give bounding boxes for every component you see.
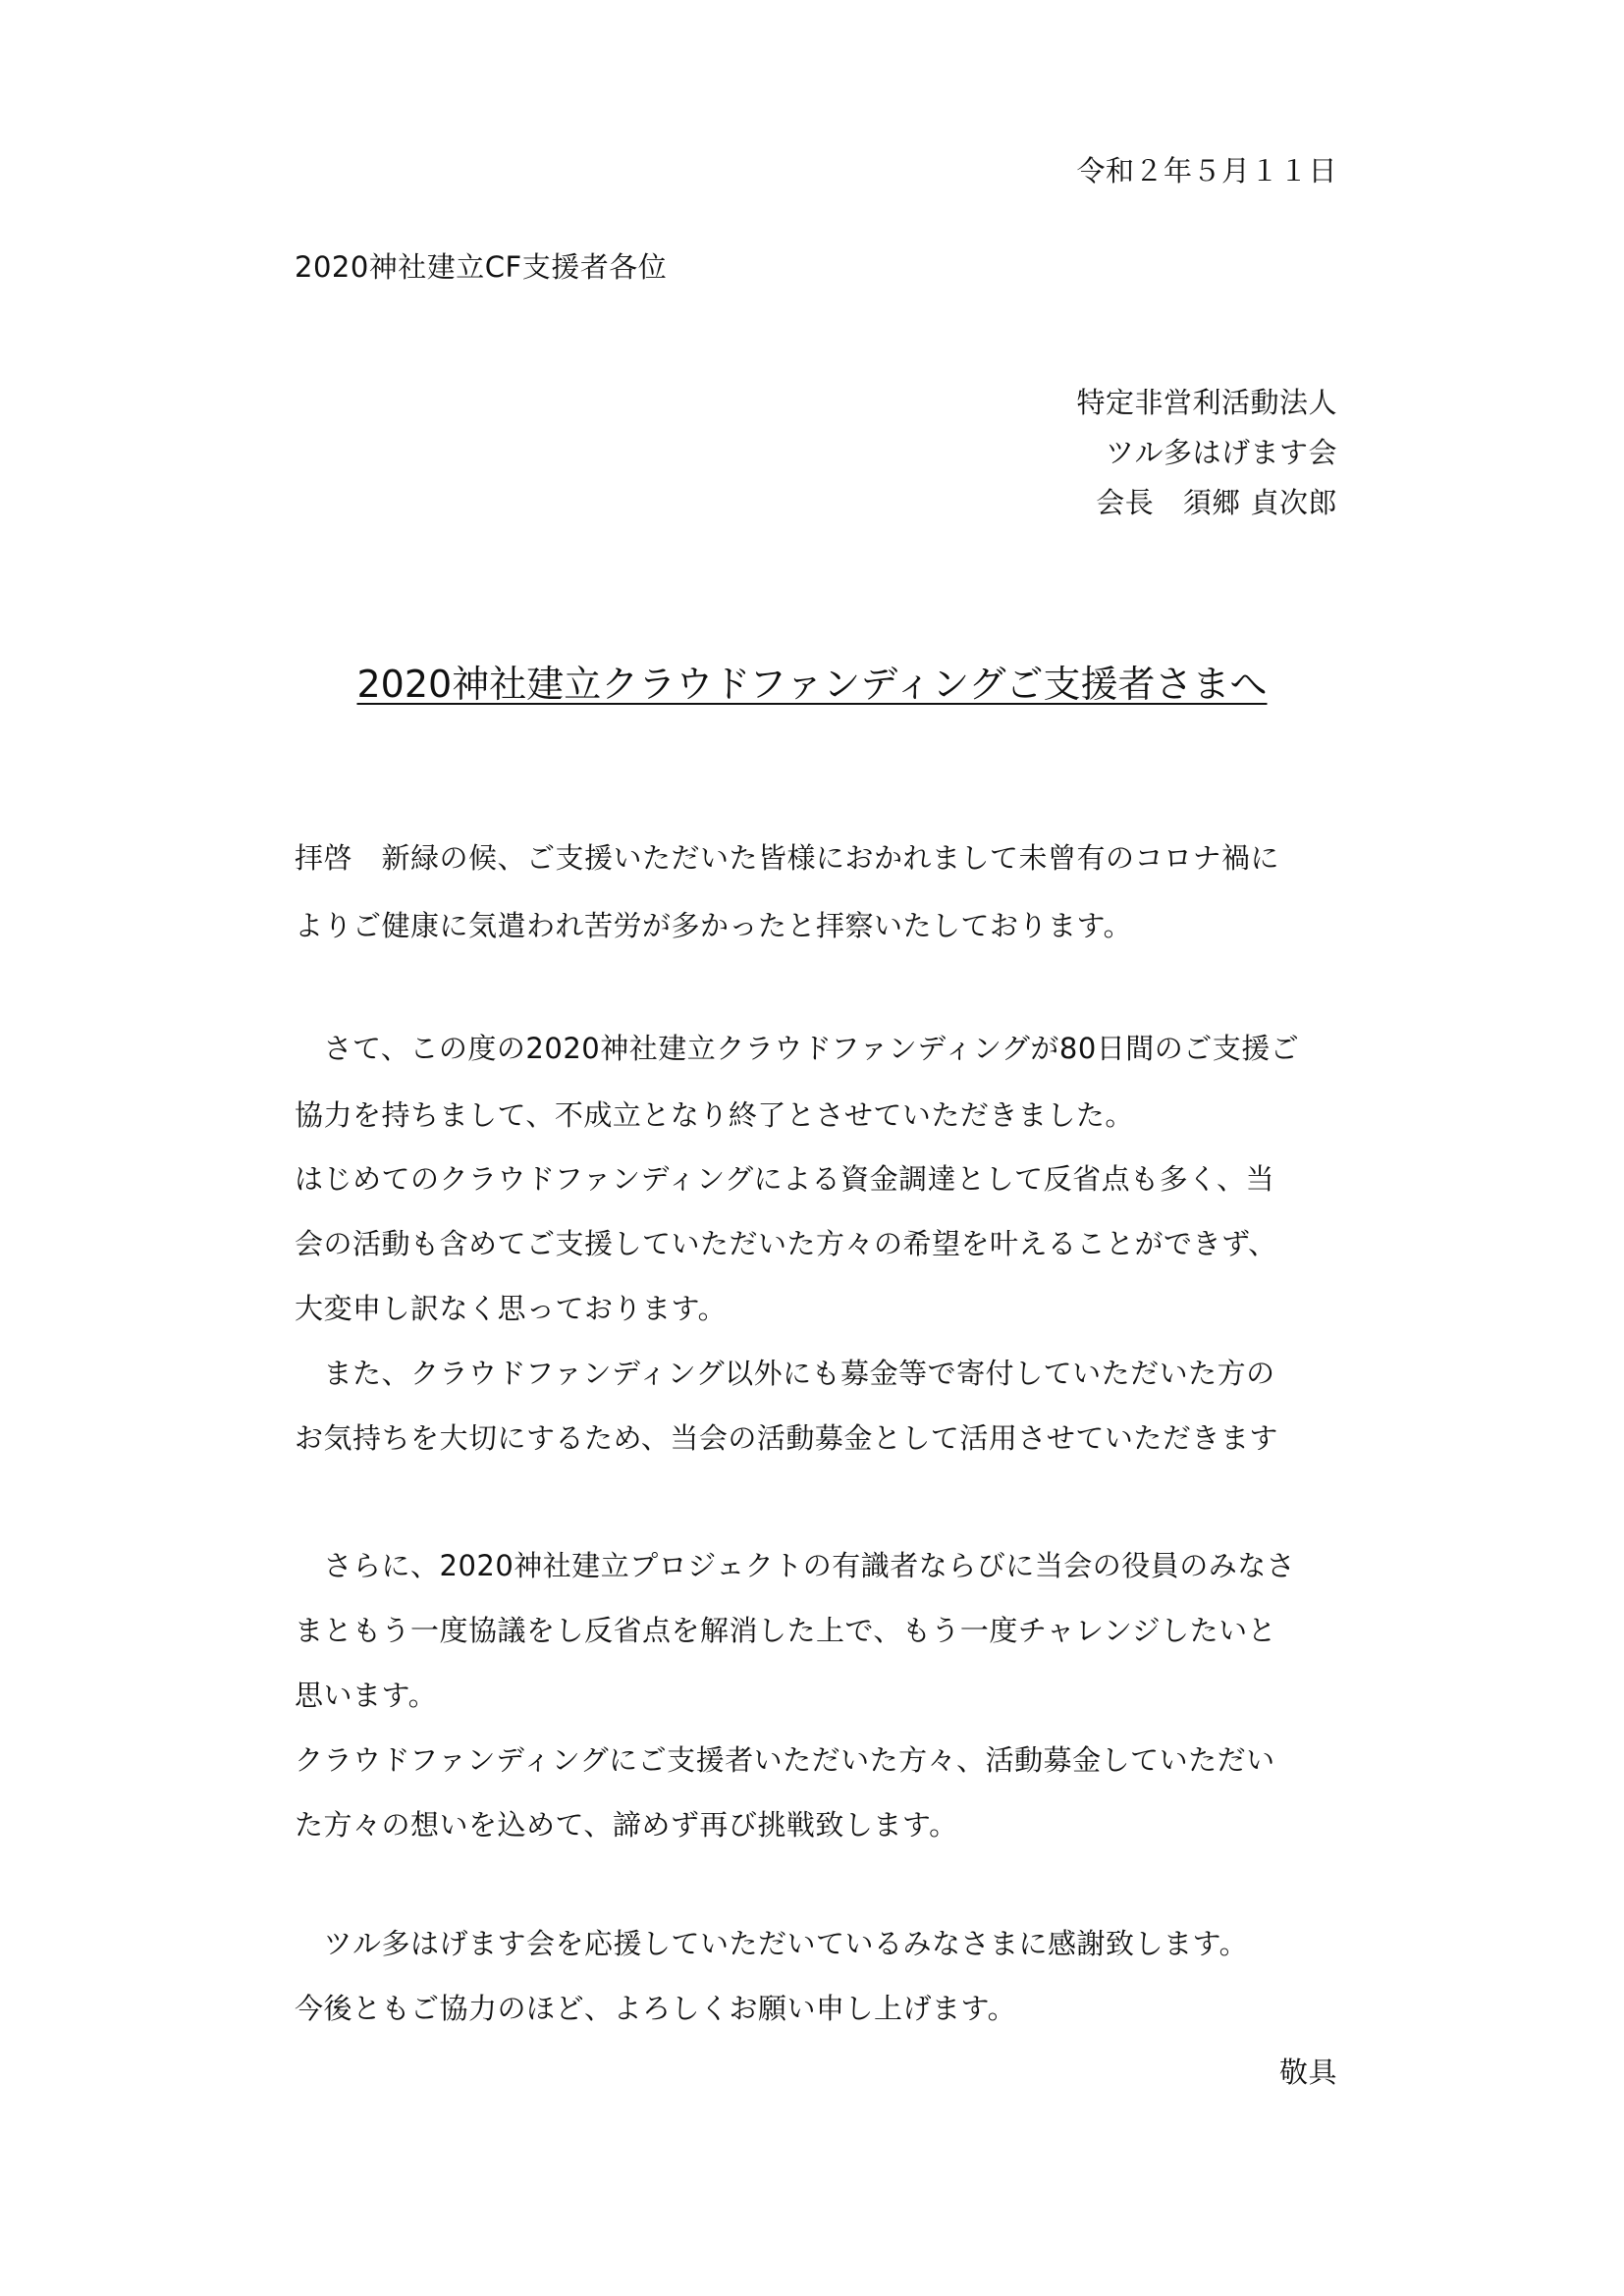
body-line: 今後ともご協力のほど、よろしくお願い申し上げます。 (295, 1992, 1017, 2025)
body-line: よりご健康に気遣われ苦労が多かったと拝察いたしております。 (295, 909, 1133, 942)
recipient-line: 2020神社建立CF支援者各位 (295, 250, 668, 284)
sender-chairman: 会長 須郷 貞次郎 (1096, 486, 1337, 519)
sender-org-name: ツル多はげます会 (1105, 436, 1337, 469)
body-line: 拝啓 新緑の候、ご支援いただいた皆様におかれまして未曾有のコロナ禍に (295, 841, 1280, 875)
letter-title (0, 660, 1624, 709)
body-line: ツル多はげます会を応援していただいているみなさまに感謝致します。 (295, 1927, 1249, 1960)
closing-word: 敬具 (1278, 2056, 1337, 2089)
body-line: クラウドファンディングにご支援者いただいた方々、活動募金していただい (295, 1743, 1275, 1777)
body-line: 協力を持ちまして、不成立となり終了とさせていただきました。 (295, 1098, 1134, 1132)
body-line: 大変申し訳なく思っております。 (295, 1292, 728, 1325)
letter-date: 令和２年５月１１日 (1076, 154, 1337, 187)
body-line: 会の活動も含めてご支援していただいた方々の希望を叶えることができず、 (295, 1227, 1277, 1260)
body-line: さて、この度の2020神社建立クラウドファンディングが80日間のご支援ご (295, 1032, 1300, 1065)
body-line: お気持ちを大切にするため、当会の活動募金として活用させていただきます (295, 1421, 1278, 1455)
body-line: 思います。 (295, 1679, 438, 1712)
body-line: はじめてのクラウドファンディングによる資金調達として反省点も多く、当 (295, 1162, 1275, 1196)
body-line: さらに、2020神社建立プロジェクトの有識者ならびに当会の役員のみなさ (295, 1549, 1296, 1582)
letter-title-text: 2020神社建立クラウドファンディングご支援者さまへ (356, 663, 1268, 706)
body-line: まともう一度協議をし反省点を解消した上で、もう一度チャレンジしたいと (295, 1614, 1277, 1647)
body-line: また、クラウドファンディング以外にも募金等で寄付していただいた方の (295, 1357, 1275, 1390)
sender-org-type: 特定非営利活動法人 (1076, 386, 1337, 419)
body-line: た方々の想いを込めて、諦めず再び挑戦致します。 (295, 1808, 958, 1842)
